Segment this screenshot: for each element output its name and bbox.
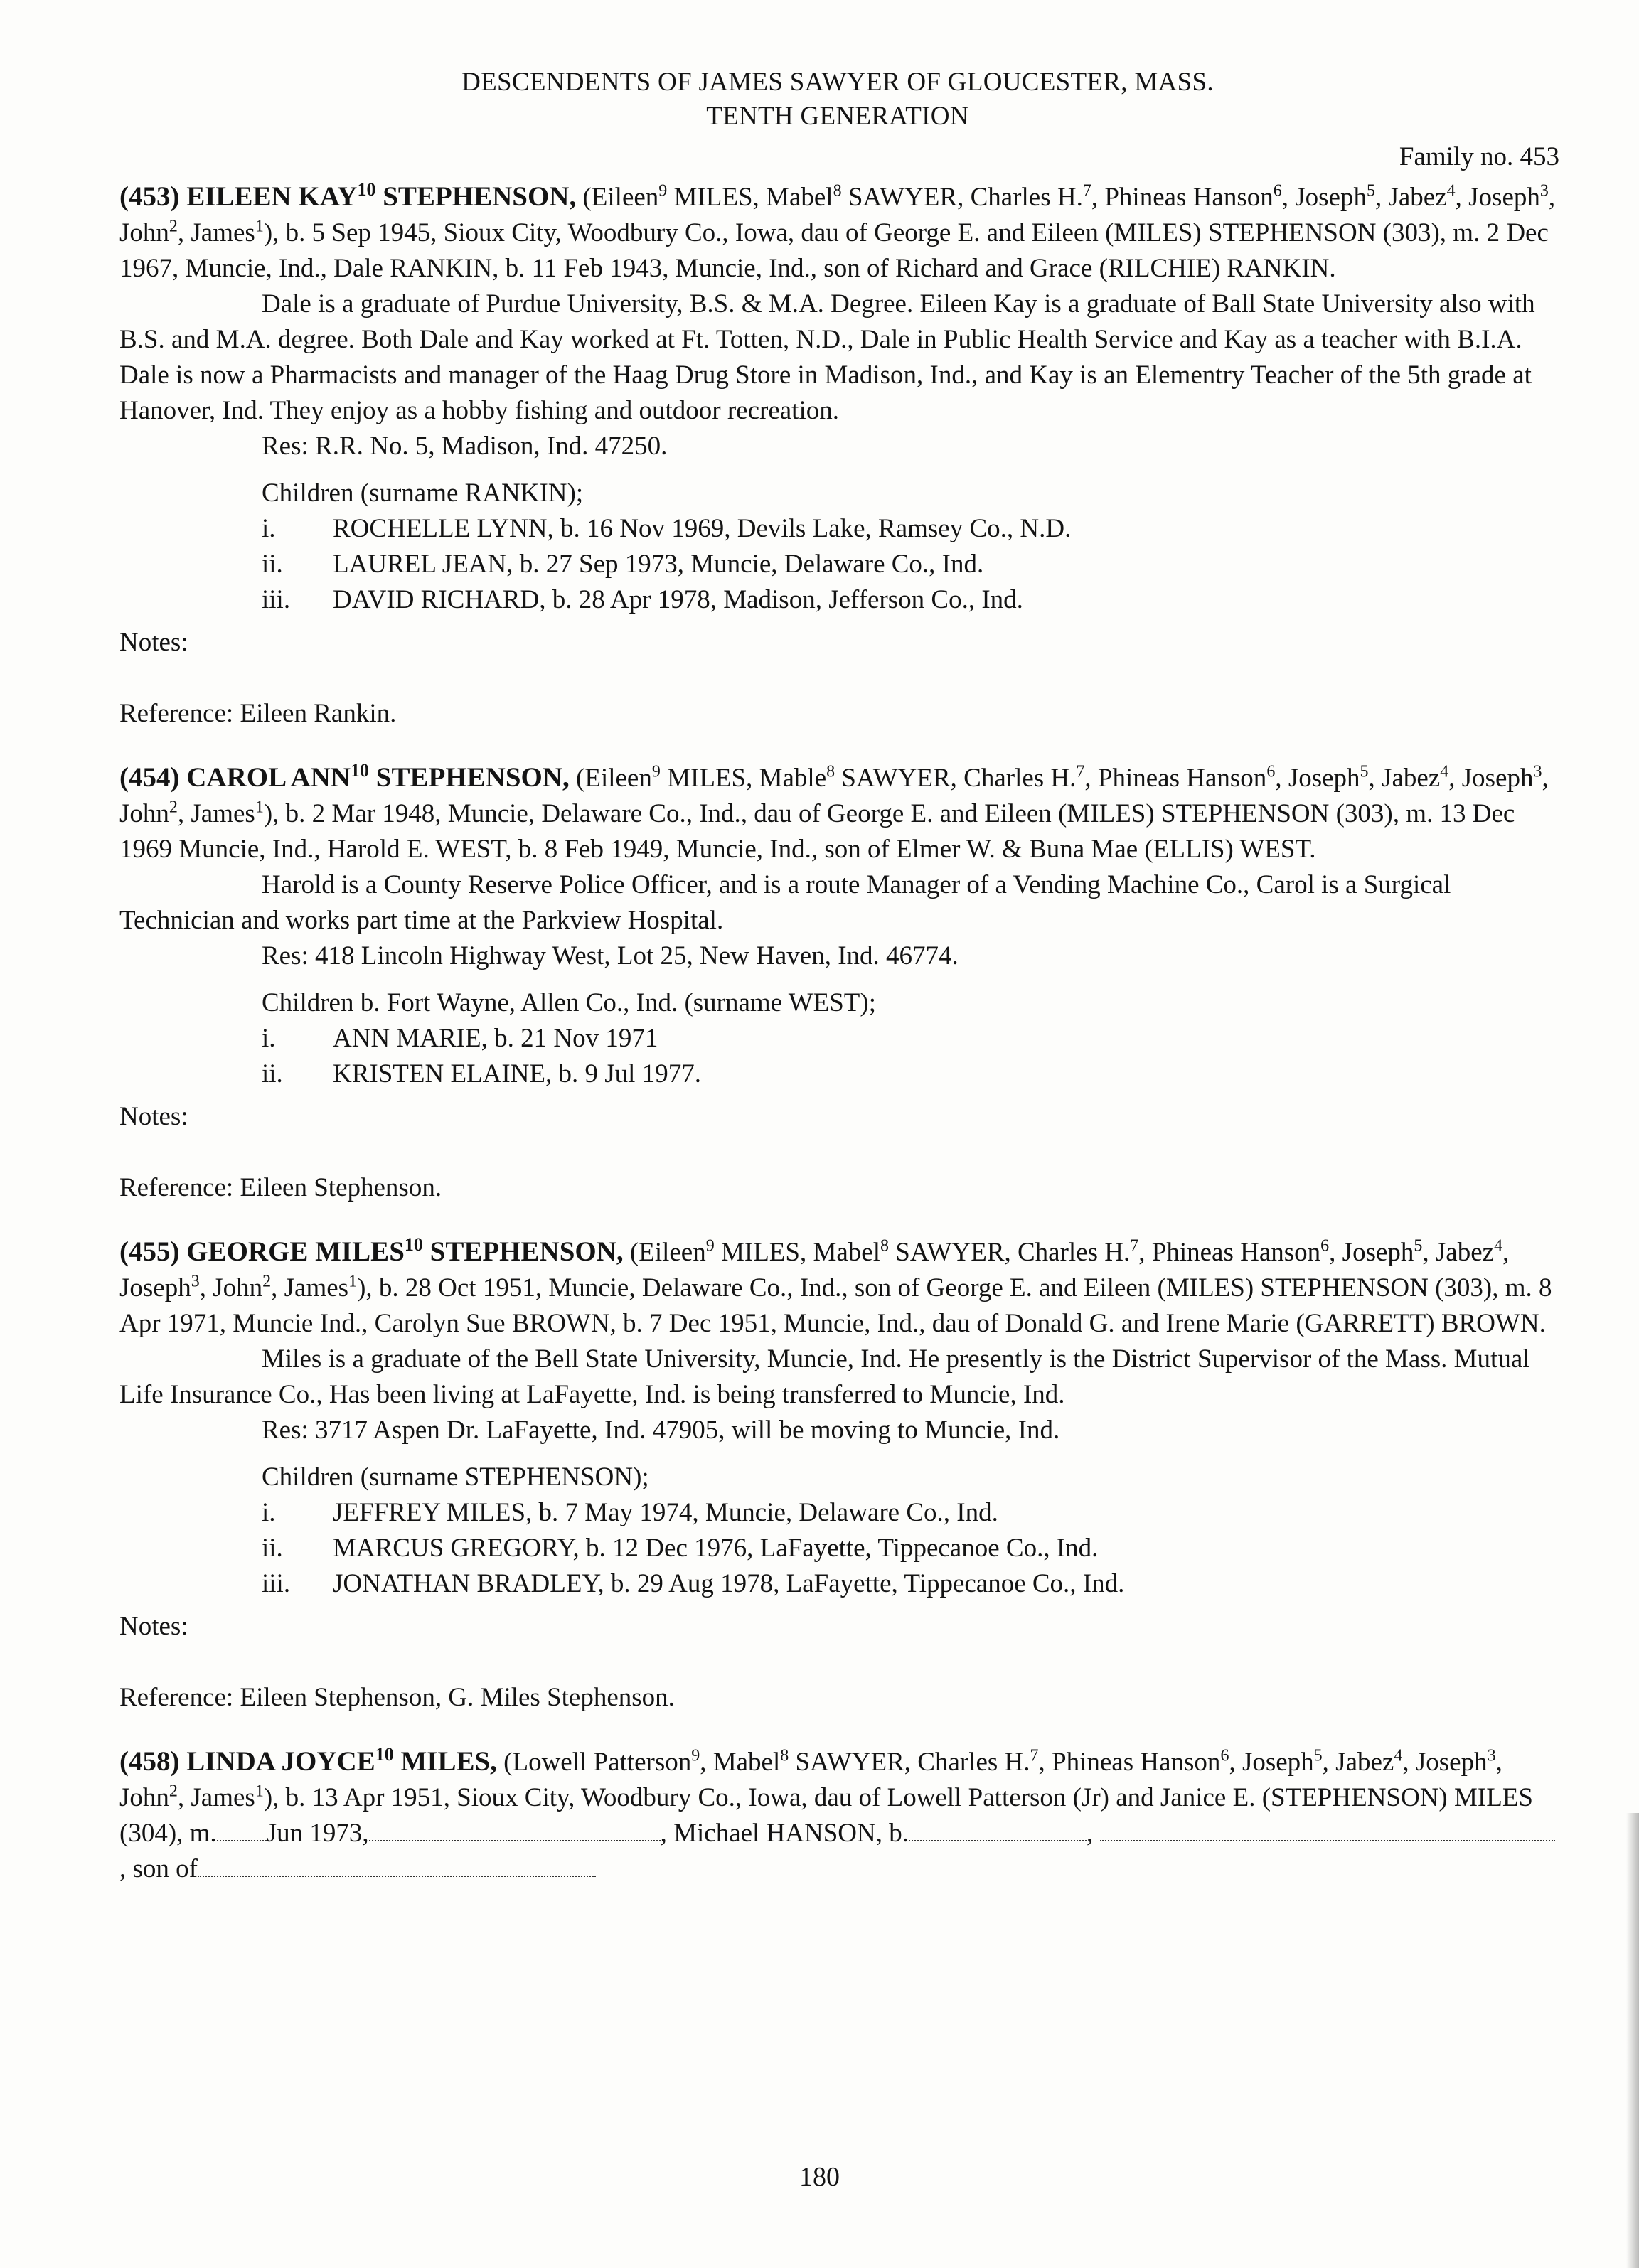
child-text: ANN MARIE, b. 21 Nov 1971 bbox=[333, 1024, 658, 1053]
child-item bbox=[119, 1495, 1556, 1531]
entry-reference: Reference: Eileen Stephenson. bbox=[119, 1173, 442, 1202]
child-item bbox=[119, 1057, 1556, 1092]
entry-residence: Res: 418 Lincoln Highway West, Lot 25, New Haven, Ind. 46774. bbox=[262, 941, 959, 970]
blank-birth bbox=[909, 1819, 1087, 1841]
page-edge-shadow bbox=[1626, 1813, 1639, 2268]
child-number: i. bbox=[262, 1498, 276, 1527]
entry-notes: Notes: bbox=[119, 1102, 188, 1131]
entry-reference: Reference: Eileen Stephenson, G. Miles Stephenson. bbox=[119, 1683, 675, 1712]
header-subtitle: TENTH GENERATION bbox=[706, 102, 969, 131]
entry-bio: Miles is a graduate of the Bell State University, Muncie, Ind. He presently is the District Supervisor of the Mass. Mutual Life Insurance Co., Has been living at LaFayette, Ind. is being transferred to Muncie, Ind. bbox=[119, 1344, 1530, 1409]
entry-lineage: (Eileen$^9$ MILES, Mabel$^8$ SAWYER, Charles H.$^7$, Phineas Hanson$^6$, Joseph$^5$, Jabez$^4$, Joseph$^3$, John$^2$, James$^1$), b. 5 Sep 1945, Sioux City, Woodbury Co., Iowa, dau of George E. and Eileen (MILES) STEPHENSON (303), m. 2 Dec 1967, Muncie, Ind., Dale RANKIN, b. 11 Feb 1943, Muncie, Ind., son of Richard and Grace (RILCHIE) RANKIN. bbox=[119, 181, 1556, 283]
entry-notes: Notes: bbox=[119, 628, 188, 657]
child-item bbox=[119, 547, 1556, 582]
entry-name: (458) LINDA JOYCE$^{10}$ MILES, bbox=[119, 1744, 497, 1777]
entry-notes: Notes: bbox=[119, 1612, 188, 1641]
blank-parents bbox=[198, 1854, 596, 1877]
blank-birthplace bbox=[1100, 1819, 1555, 1841]
child-item bbox=[119, 582, 1556, 618]
header-title: DESCENDENTS OF JAMES SAWYER OF GLOUCESTER, MASS. bbox=[461, 68, 1214, 97]
child-number: ii. bbox=[262, 1534, 283, 1563]
entry-residence: Res: 3717 Aspen Dr. LaFayette, Ind. 47905, will be moving to Muncie, Ind. bbox=[262, 1416, 1060, 1445]
entry-lineage: (Eileen$^9$ MILES, Mable$^8$ SAWYER, Charles H.$^7$, Phineas Hanson$^6$, Joseph$^5$, Jabez$^4$, Joseph$^3$, John$^2$, James$^1$), b. 2 Mar 1948, Muncie, Delaware Co., Ind., dau of George E. and Eileen (MILES) STEPHENSON (303), m. 13 Dec 1969 Muncie, Ind., Harold E. WEST, b. 8 Feb 1949, Muncie, Ind., son of Elmer W. & Buna Mae (ELLIS) WEST. bbox=[119, 762, 1549, 864]
child-text: JONATHAN BRADLEY, b. 29 Aug 1978, LaFayette, Tippecanoe Co., Ind. bbox=[333, 1569, 1125, 1598]
child-item bbox=[119, 1566, 1556, 1602]
child-text: KRISTEN ELAINE, b. 9 Jul 1977. bbox=[333, 1059, 701, 1088]
child-number: ii. bbox=[262, 550, 283, 579]
child-number: ii. bbox=[262, 1059, 283, 1088]
entry-lineage: (Lowell Patterson$^9$, Mabel$^8$ SAWYER, Charles H.$^7$, Phineas Hanson$^6$, Joseph$^5$, Jabez$^4$, Joseph$^3$, John$^2$, James$^1$), b. 13 Apr 1951, Sioux City, Woodbury Co., Iowa, dau of Lowell Patterson (Jr) and Janice E. (STEPHENSON) MILES (304), m. bbox=[119, 1746, 1534, 1848]
child-text: MARCUS GREGORY, b. 12 Dec 1976, LaFayette, Tippecanoe Co., Ind. bbox=[333, 1534, 1099, 1563]
entries-list bbox=[119, 179, 1556, 1716]
entry-bio: Harold is a County Reserve Police Officer, and is a route Manager of a Vending Machine Co., Carol is a Surgical Technician and works part time at the Parkview Hospital. bbox=[119, 870, 1451, 935]
children-heading: Children (surname RANKIN); bbox=[262, 478, 584, 508]
entry-name: (455) GEORGE MILES$^{10}$ STEPHENSON, bbox=[119, 1234, 624, 1267]
child-item bbox=[119, 1531, 1556, 1566]
child-text: JEFFREY MILES, b. 7 May 1974, Muncie, Delaware Co., Ind. bbox=[333, 1498, 998, 1527]
child-number: i. bbox=[262, 1024, 276, 1053]
entry-heading bbox=[119, 1234, 1556, 1342]
entry bbox=[119, 1234, 1556, 1716]
child-number: iii. bbox=[262, 1569, 291, 1598]
child-text: DAVID RICHARD, b. 28 Apr 1978, Madison, Jefferson Co., Ind. bbox=[333, 585, 1023, 614]
child-item bbox=[119, 511, 1556, 547]
child-item bbox=[119, 1021, 1556, 1057]
entry-458 bbox=[119, 1744, 1556, 1887]
entry-name: (454) CAROL ANN$^{10}$ STEPHENSON, bbox=[119, 760, 570, 793]
child-number: i. bbox=[262, 514, 276, 543]
entry-bio: Dale is a graduate of Purdue University, B.S. & M.A. Degree. Eileen Kay is a graduate of Ball State University also with B.S. and M.A. degree. Both Dale and Kay worked at Ft. Totten, N.D., Dale in Public Health Service and Kay as a teacher with B.I.A. Dale is now a Pharmacists and manager of the Haag Drug Store in Madison, Ind., and Kay is an Elementry Teacher of the 5th grade at Hanover, Ind. They enjoy as a hobby fishing and outdoor recreation. bbox=[119, 289, 1535, 425]
document-page bbox=[119, 65, 1559, 1887]
entry-lineage: (Eileen$^9$ MILES, Mabel$^8$ SAWYER, Charles H.$^7$, Phineas Hanson$^6$, Joseph$^5$, Jabez$^4$, Joseph$^3$, John$^2$, James$^1$), b. 28 Oct 1951, Muncie, Delaware Co., Ind., son of George E. and Eileen (MILES) STEPHENSON (303), m. 8 Apr 1971, Muncie Ind., Carolyn Sue BROWN, b. 7 Dec 1951, Muncie, Ind., dau of Donald G. and Irene Marie (GARRETT) BROWN. bbox=[119, 1236, 1552, 1338]
entry-reference: Reference: Eileen Rankin. bbox=[119, 699, 397, 728]
entry-residence: Res: R.R. No. 5, Madison, Ind. 47250. bbox=[262, 432, 668, 461]
page-number: 180 bbox=[799, 2162, 840, 2192]
child-number: iii. bbox=[262, 585, 291, 614]
family-number: Family no. 453 bbox=[1399, 142, 1559, 171]
child-text: ROCHELLE LYNN, b. 16 Nov 1969, Devils Lake, Ramsey Co., N.D. bbox=[333, 514, 1072, 543]
entry bbox=[119, 179, 1556, 732]
children-heading: Children (surname STEPHENSON); bbox=[262, 1462, 649, 1492]
child-text: LAUREL JEAN, b. 27 Sep 1973, Muncie, Delaware Co., Ind. bbox=[333, 550, 984, 579]
entry bbox=[119, 760, 1556, 1206]
page-header bbox=[119, 65, 1556, 134]
entry-heading bbox=[119, 179, 1556, 287]
blank-day bbox=[217, 1819, 267, 1841]
entry-name: (453) EILEEN KAY$^{10}$ STEPHENSON, bbox=[119, 179, 577, 212]
blank-place bbox=[369, 1819, 661, 1841]
entry-heading bbox=[119, 760, 1556, 867]
children-heading: Children b. Fort Wayne, Allen Co., Ind. (surname WEST); bbox=[262, 988, 877, 1017]
entry-heading: (458) LINDA JOYCE$^{10}$ MILES, (Lowell Patterson$^9$, Mabel$^8$ SAWYER, Charles H.$^7$, Phineas Hanson$^6$, Joseph$^5$, Jabez$^4$, Joseph$^3$, John$^2$, James$^1$), b. 13 Apr 1951, Sioux City, Woodbury Co., Iowa, dau of Lowell Patterson (Jr) and Janice E. (STEPHENSON) MILES (304), m. Jun 1973, , Michael HANSON, b. , , son of bbox=[119, 1744, 1556, 1887]
